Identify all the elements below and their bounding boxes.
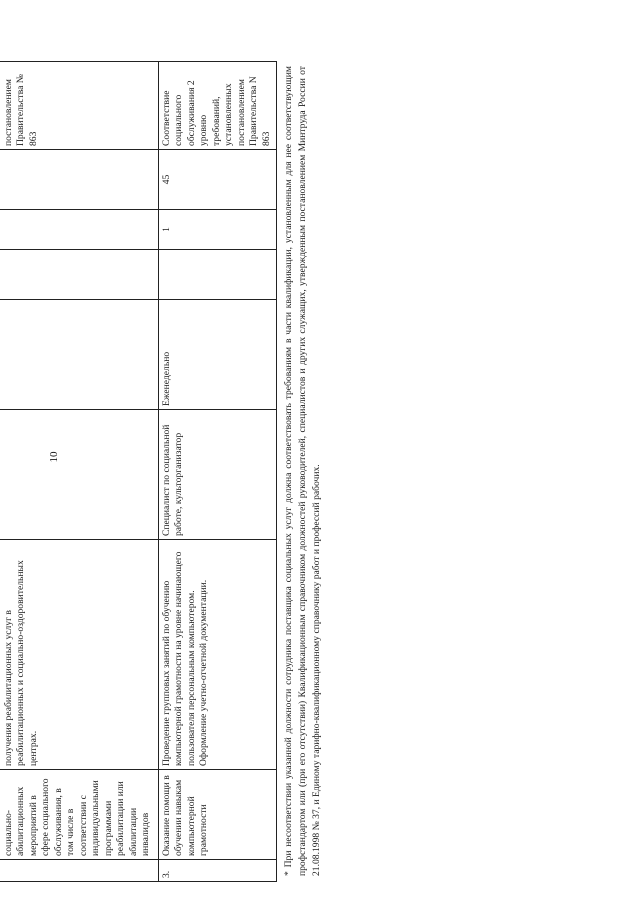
service-frequency: Еженедельно — [159, 300, 277, 410]
service-description: получения реабилитационных услуг в реабилитационных и социально-оздоровительных центрах. — [0, 540, 159, 770]
table-row — [159, 62, 277, 882]
row-number: 3. — [159, 860, 277, 882]
footnote: * При несоответствии указанной должности сотрудника поставщика социальных услуг должна соответствовать требованиям в части квалификации, установленным для нее соответствующим профстандартом или (при его отсутствии) Квалификационным справочником должностей руководителей, специалистов и других служащих, утвержденным постановлением Минтруда России от 21.08.1998 № 37, и Единому тарифно-квалификационному справочнику работ и профессий рабочих. — [283, 66, 322, 876]
service-name: социально-абилитационных мероприятий в сфере социального обслуживания, в том числе в соответствии с индивидуальными программами реабилитации или абилитации инвалидов — [0, 770, 159, 860]
quality-criteria: постановлением Правительства № 863 — [0, 62, 159, 150]
service-description: Проведение групповых занятий по обучению компьютерной грамотности на уровне начинающего пользователя персональным компьютером. Оформление учетно-отчетной документации. — [159, 540, 277, 770]
cell-col6 — [0, 250, 159, 300]
row-number — [0, 860, 159, 882]
cell-col8: 45 — [159, 150, 277, 210]
cell-col6 — [159, 250, 277, 300]
service-name: Оказание помощи в обучении навыкам компьютерной грамотности — [159, 770, 277, 860]
cell-col7 — [0, 210, 159, 250]
quality-criteria: Соответствие социального обслуживания 2 уровню требований, установленных постановлением Правительства N 863 — [159, 62, 277, 150]
cell-col7: 1 — [159, 210, 277, 250]
page-number: 10 — [48, 451, 60, 463]
cell-col8 — [0, 150, 159, 210]
rotated-page-content — [0, 62, 372, 882]
services-table — [0, 61, 277, 882]
table-row — [0, 62, 159, 882]
service-specialist: Специалист по социальной работе, культорганизатор — [159, 410, 277, 540]
service-specialist — [0, 410, 159, 540]
document-body — [0, 62, 372, 882]
service-frequency — [0, 300, 159, 410]
